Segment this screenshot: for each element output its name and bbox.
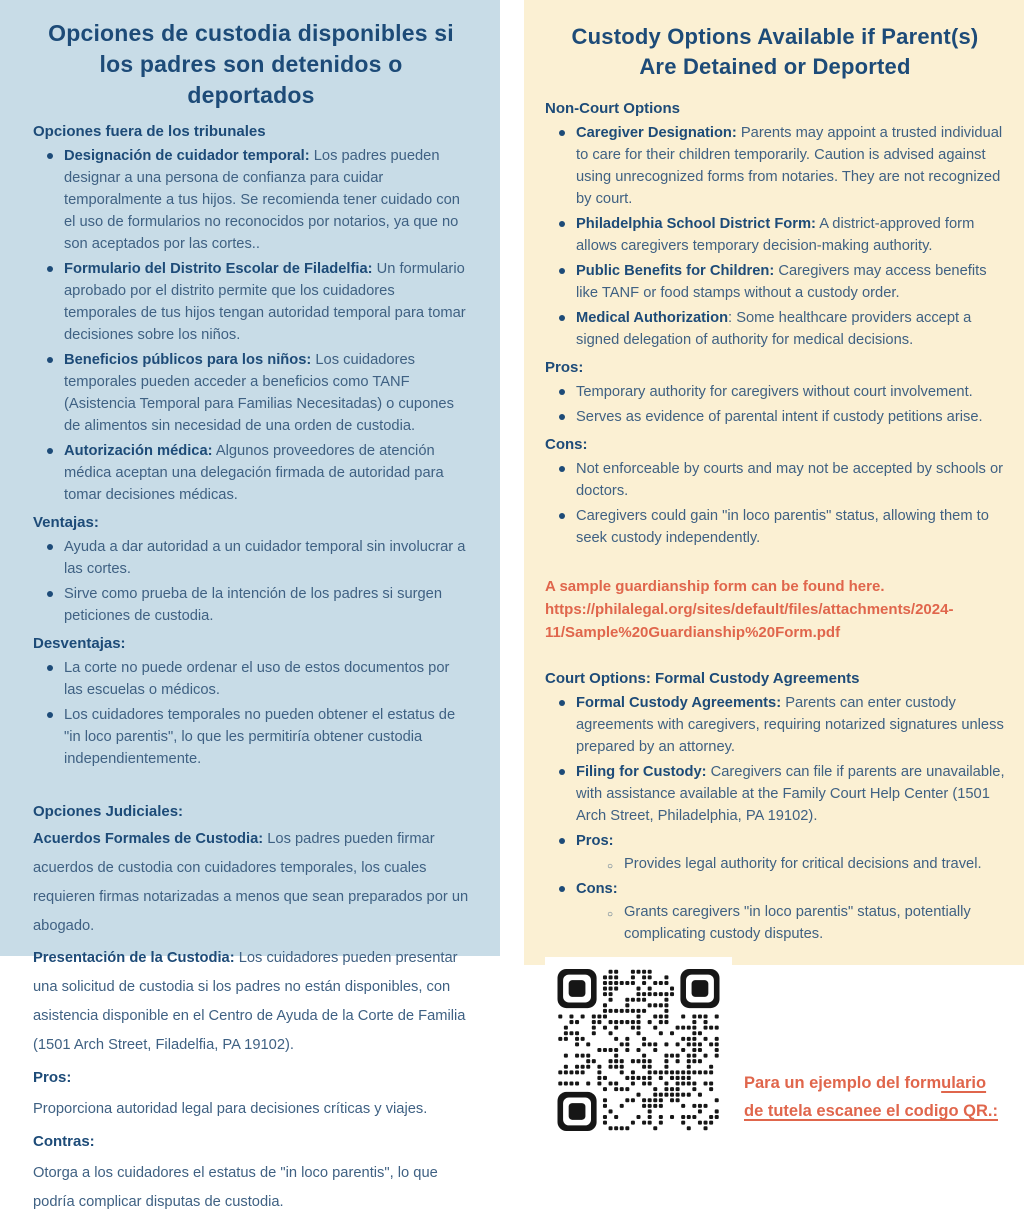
- bullet-lead: Medical Authorization: [576, 310, 729, 326]
- court-cons-label: Cons:: [576, 881, 618, 897]
- bullet-text: : Some healthcare providers accept a signed delegation of authority for medical decisions.: [576, 310, 972, 348]
- bullet-lead: Autorización médica:: [64, 443, 213, 459]
- court-pros-label: Pros:: [576, 833, 614, 849]
- bullet-lead: Designación de cuidador temporal:: [64, 148, 310, 164]
- bullet-lead: Philadelphia School District Form:: [576, 216, 816, 232]
- bullet-text: Temporary authority for caregivers without court involvement.: [576, 384, 973, 400]
- guardianship-link-url[interactable]: https://philalegal.org/sites/default/files/attachments/2024-11/Sample%20Guardianship%20Form.pdf: [545, 601, 954, 641]
- qr-caption-underline-2: de tutela escanee el codigo QR.:: [744, 1102, 998, 1120]
- bullet-text: A district-approved form allows caregivers temporary decision-making authority.: [576, 216, 975, 254]
- bullet-text: Grants caregivers "in loco parentis" status, potentially complicating custody disputes.: [624, 904, 971, 942]
- guardianship-link-intro[interactable]: A sample guardianship form can be found here.: [545, 578, 885, 595]
- english-noncourt-heading: Non-Court Options: [545, 100, 680, 117]
- list-item: [557, 122, 1005, 210]
- paragraph-text: Los padres pueden firmar acuerdos de custodia con cuidadores temporales, los cuales requieren firmas notarizadas a menos que sean preparados por un abogado.: [33, 831, 469, 934]
- qr-section: [545, 957, 1005, 1143]
- bullet-text: Un formulario aprobado por el distrito permite que los cuidadores temporales de tus hijos tengan autoridad temporal para tomar decisiones sobre los niños.: [64, 261, 466, 343]
- list-item: [45, 440, 469, 506]
- bullet-lead: Filing for Custody:: [576, 764, 707, 780]
- bullet-lead: Caregiver Designation:: [576, 125, 737, 141]
- guardianship-link-block: [545, 575, 1005, 644]
- bullet-text: Parents may appoint a trusted individual to care for their children temporarily. Caution is advised against using unrecognized forms from notaries. They are not recognized by court.: [576, 125, 1003, 207]
- english-court-list: [545, 692, 1005, 945]
- list-item: [557, 761, 1005, 827]
- list-item: [604, 853, 1005, 875]
- list-item: [45, 258, 469, 346]
- english-pros-heading: Pros:: [545, 359, 584, 376]
- list-item: [557, 692, 1005, 758]
- bullet-lead: Formal Custody Agreements:: [576, 695, 782, 711]
- list-item: [557, 878, 1005, 945]
- bullet-text: Los cuidadores temporales no pueden obtener el estatus de "in loco parentis", lo que les permitiría obtener custodia independientemente.: [64, 707, 456, 767]
- list-item: [557, 381, 1005, 403]
- bullet-text: Caregivers may access benefits like TANF or food stamps without a custody order.: [576, 263, 987, 301]
- spanish-cons-heading: Desventajas:: [33, 635, 126, 652]
- bullet-text: Caregivers could gain "in loco parentis" status, allowing them to seek custody independently.: [576, 508, 989, 546]
- paragraph-lead: Acuerdos Formales de Custodia:: [33, 831, 264, 847]
- list-item: [45, 145, 469, 255]
- list-item: [557, 213, 1005, 257]
- qr-caption-underline-1: ulario: [941, 1074, 987, 1092]
- spanish-court-cons-text: Otorga a los cuidadores el estatus de "in loco parentis", lo que podría complicar disputas de custodia.: [33, 1165, 438, 1210]
- qr-caption-plain: Para un ejemplo del form: [744, 1074, 942, 1092]
- heading-normal-part: s:: [81, 1133, 95, 1150]
- spanish-court-cons-heading: [33, 1127, 469, 1156]
- paragraph: [33, 825, 469, 941]
- english-cons-heading: Cons:: [545, 436, 588, 453]
- bullet-lead: Formulario del Distrito Escolar de Filadelfia:: [64, 261, 373, 277]
- spanish-noncourt-list: [33, 145, 469, 506]
- court-pros-sublist: [576, 853, 1005, 875]
- spanish-cons-list: [33, 657, 469, 770]
- spanish-court-heading: Opciones Judiciales:: [33, 803, 184, 820]
- list-item: [557, 260, 1005, 304]
- qr-code: [557, 969, 720, 1131]
- english-title: Custody Options Available if Parent(s) Are Detained or Deported: [571, 24, 979, 79]
- bullet-text: La corte no puede ordenar el uso de estos documentos por las escuelas o médicos.: [64, 660, 450, 698]
- english-court-heading: Court Options: Formal Custody Agreements: [545, 670, 860, 687]
- list-item: [45, 536, 469, 580]
- paragraph-text: Los cuidadores pueden presentar una solicitud de custodia si los padres no están disponibles, con asistencia disponible en el Centro de Ayuda de la Corte de Familia (1501 Arch Street, Filadelfia, PA 19102).: [33, 950, 466, 1053]
- list-item: [557, 307, 1005, 351]
- paragraph-lead: Presentación de la Custodia:: [33, 950, 235, 966]
- bullet-lead: Beneficios públicos para los niños:: [64, 352, 312, 368]
- court-cons-sublist: [576, 901, 1005, 945]
- english-noncourt-list: [545, 122, 1005, 351]
- bullet-text: Caregivers can file if parents are unavailable, with assistance available at the Family Court Help Center (1501 Arch Street, Philadelphia, PA 19102).: [576, 764, 1005, 824]
- spanish-title: Opciones de custodia disponibles si los padres son detenidos o deportados: [48, 20, 454, 108]
- list-item: [45, 704, 469, 770]
- list-item: [45, 349, 469, 437]
- paragraph: [33, 944, 469, 1060]
- list-item: [45, 657, 469, 701]
- spanish-court-pros-text: Proporciona autoridad legal para decisiones críticas y viajes.: [33, 1101, 428, 1117]
- list-item: [45, 583, 469, 627]
- list-item: [604, 901, 1005, 945]
- qr-code-box: [545, 957, 732, 1143]
- bullet-text: Not enforceable by courts and may not be accepted by schools or doctors.: [576, 461, 1003, 499]
- list-item: [557, 830, 1005, 875]
- english-cons-list: [545, 458, 1005, 549]
- bullet-text: Parents can enter custody agreements with caregivers, requiring notarized signatures unless prepared by an attorney.: [576, 695, 1004, 755]
- english-pros-list: [545, 381, 1005, 428]
- bullet-text: Los padres pueden designar a una persona de confianza para cuidar temporalmente a tus hijos. Se recomienda tener cuidado con el uso de formularios no reconocidos por notarios, ya que no son aceptados por las cortes..: [64, 148, 460, 252]
- spanish-noncourt-heading: Opciones fuera de los tribunales: [33, 123, 266, 140]
- list-item: [557, 406, 1005, 428]
- bullet-text: Serves as evidence of parental intent if custody petitions arise.: [576, 409, 983, 425]
- bullet-lead: Public Benefits for Children:: [576, 263, 775, 279]
- english-column: [524, 0, 1024, 1120]
- spanish-pros-list: [33, 536, 469, 627]
- bullet-text: Sirve como prueba de la intención de los padres si surgen peticiones de custodia.: [64, 586, 443, 624]
- list-item: [557, 505, 1005, 549]
- bullet-text: Los cuidadores temporales pueden acceder a beneficios como TANF (Asistencia Temporal para Familias Necesitadas) o cupones de alimentos sin necesidad de una orden de custodia.: [64, 352, 454, 434]
- list-item: [557, 458, 1005, 502]
- bullet-text: Algunos proveedores de atención médica aceptan una delegación firmada de autoridad para tomar decisiones médicas.: [64, 443, 444, 503]
- spanish-court-pros-heading: Pros:: [33, 1069, 72, 1086]
- spanish-column: [0, 0, 500, 1210]
- qr-caption-link[interactable]: [744, 1069, 998, 1125]
- spanish-pros-heading: Ventajas:: [33, 514, 99, 531]
- bullet-text: Ayuda a dar autoridad a un cuidador temporal sin involucrar a las cortes.: [64, 539, 466, 577]
- heading-bold-part: Contra: [33, 1133, 82, 1150]
- bullet-text: Provides legal authority for critical decisions and travel.: [624, 856, 982, 872]
